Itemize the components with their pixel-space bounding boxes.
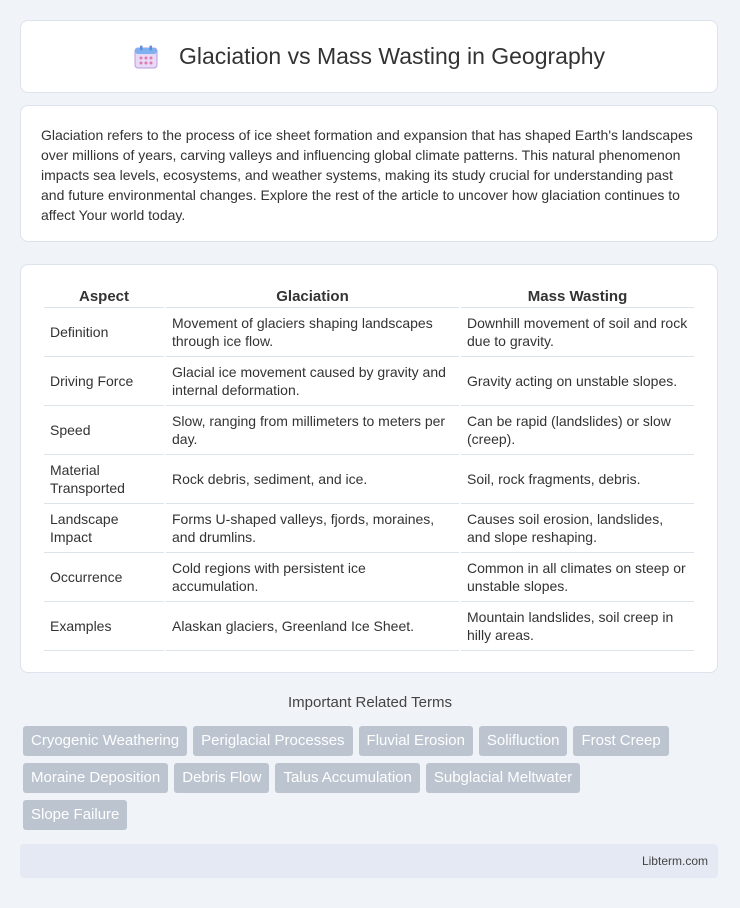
footer (20, 844, 718, 878)
row-glaciation: Glacial ice movement caused by gravity and internal deformation. (166, 357, 459, 406)
table-row (44, 406, 694, 455)
related-term-tag[interactable]: Subglacial Meltwater (426, 763, 580, 793)
comparison-table (42, 285, 696, 651)
related-term-tag[interactable]: Periglacial Processes (193, 726, 352, 756)
footer-site-link[interactable]: Libterm.com (641, 854, 708, 868)
row-glaciation: Forms U-shaped valleys, fjords, moraines, and drumlins. (166, 504, 459, 553)
row-mass-wasting: Common in all climates on steep or unstable slopes. (461, 553, 694, 602)
related-term-tag[interactable]: Slope Failure (23, 800, 127, 830)
row-glaciation: Slow, ranging from millimeters to meters per day. (166, 406, 459, 455)
row-glaciation: Cold regions with persistent ice accumulation. (166, 553, 459, 602)
intro-card (20, 105, 718, 242)
row-aspect: Speed (44, 406, 164, 455)
header-glaciation: Glaciation (166, 285, 459, 308)
table-header-row (44, 285, 694, 308)
related-term-tag[interactable]: Fluvial Erosion (359, 726, 473, 756)
table-row (44, 357, 694, 406)
related-terms-list (23, 726, 723, 837)
row-glaciation: Alaskan glaciers, Greenland Ice Sheet. (166, 602, 459, 651)
row-mass-wasting: Can be rapid (landslides) or slow (creep). (461, 406, 694, 455)
header-mass-wasting: Mass Wasting (461, 285, 694, 308)
row-glaciation: Movement of glaciers shaping landscapes through ice flow. (166, 308, 459, 357)
table-row (44, 308, 694, 357)
related-term-tag[interactable]: Talus Accumulation (275, 763, 419, 793)
table-row (44, 455, 694, 504)
header-aspect: Aspect (44, 285, 164, 308)
row-aspect: Occurrence (44, 553, 164, 602)
page-header (20, 20, 718, 93)
row-aspect: Examples (44, 602, 164, 651)
related-term-tag[interactable]: Moraine Deposition (23, 763, 168, 793)
row-mass-wasting: Soil, rock fragments, debris. (461, 455, 694, 504)
row-mass-wasting: Gravity acting on unstable slopes. (461, 357, 694, 406)
related-term-tag[interactable]: Frost Creep (573, 726, 668, 756)
page-title: Glaciation vs Mass Wasting in Geography (178, 43, 606, 69)
row-aspect: Landscape Impact (44, 504, 164, 553)
calendar-icon (133, 44, 159, 70)
row-glaciation: Rock debris, sediment, and ice. (166, 455, 459, 504)
related-terms-title: Important Related Terms (288, 694, 452, 711)
intro-text: Glaciation refers to the process of ice sheet formation and expansion that has shaped Earth's landscapes over millions of years, carving valleys and influencing global climate patterns. This natural phenomenon impacts sea levels, ecosystems, and weather systems, making its study crucial for understanding past and future environmental changes. Explore the rest of the article to uncover how glaciation continues to affect Your world today. (41, 127, 693, 223)
table-row (44, 504, 694, 553)
row-mass-wasting: Mountain landslides, soil creep in hilly areas. (461, 602, 694, 651)
row-aspect: Driving Force (44, 357, 164, 406)
row-mass-wasting: Downhill movement of soil and rock due to gravity. (461, 308, 694, 357)
related-term-tag[interactable]: Cryogenic Weathering (23, 726, 187, 756)
related-term-tag[interactable]: Debris Flow (174, 763, 269, 793)
comparison-card (20, 264, 718, 673)
table-row (44, 602, 694, 651)
table-row (44, 553, 694, 602)
row-aspect: Material Transported (44, 455, 164, 504)
related-term-tag[interactable]: Solifluction (479, 726, 568, 756)
row-mass-wasting: Causes soil erosion, landslides, and slope reshaping. (461, 504, 694, 553)
row-aspect: Definition (44, 308, 164, 357)
